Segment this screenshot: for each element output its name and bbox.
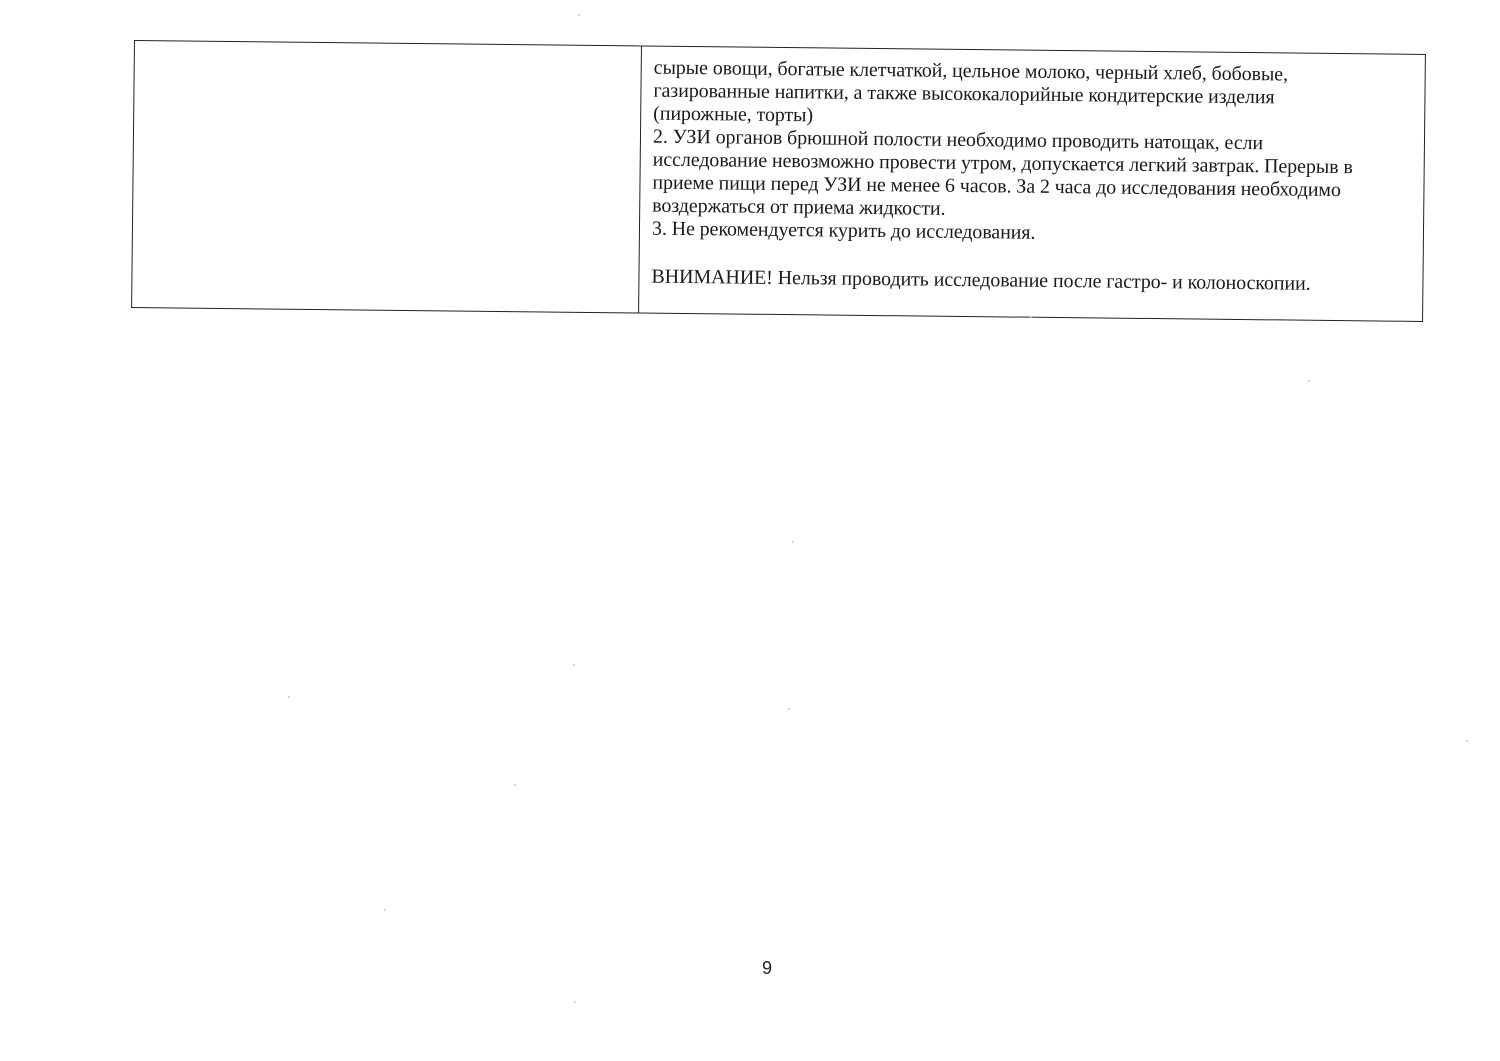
preparation-instructions-cell — [639, 46, 1426, 321]
scan-speck — [288, 696, 290, 698]
instructions-table — [131, 40, 1426, 322]
scan-speck — [792, 541, 794, 543]
instruction-line: исследование невозможно провести утром, допускается легкий завтрак. Перерыв в — [652, 148, 1353, 179]
instruction-line: воздержаться от приема жидкости. — [652, 194, 946, 220]
scan-speck — [578, 14, 580, 16]
table-row — [132, 41, 1426, 322]
scan-speck — [384, 909, 386, 911]
left-empty-cell — [132, 41, 642, 313]
scan-speck — [514, 784, 516, 786]
scan-speck — [1030, 316, 1032, 318]
scan-speck — [574, 1001, 576, 1003]
scan-speck — [788, 708, 790, 710]
instruction-line: 3. Не рекомендуется курить до исследования. — [651, 217, 1036, 244]
instruction-line: сырые овощи, богатые клетчаткой, цельное молоко, черный хлеб, бобовые, — [653, 56, 1289, 86]
instruction-line: 2. УЗИ органов брюшной полости необходимо проводить натощак, если — [652, 125, 1264, 155]
instruction-line: приеме пищи перед УЗИ не менее 6 часов. За 2 часа до исследования необходимо — [652, 171, 1341, 202]
page-number: 9 — [762, 958, 773, 978]
instructions-table-wrapper — [131, 40, 1426, 322]
instruction-line: (пирожные, торты) — [653, 102, 814, 127]
scan-speck — [1308, 380, 1310, 382]
instruction-line: газированные напитки, а также высококалорийные кондитерские изделия — [653, 79, 1275, 109]
scan-speck — [573, 664, 575, 666]
scan-speck — [1466, 740, 1468, 742]
warning-line: ВНИМАНИЕ! Нельзя проводить исследование после гастро- и колоноскопии. — [651, 265, 1311, 295]
